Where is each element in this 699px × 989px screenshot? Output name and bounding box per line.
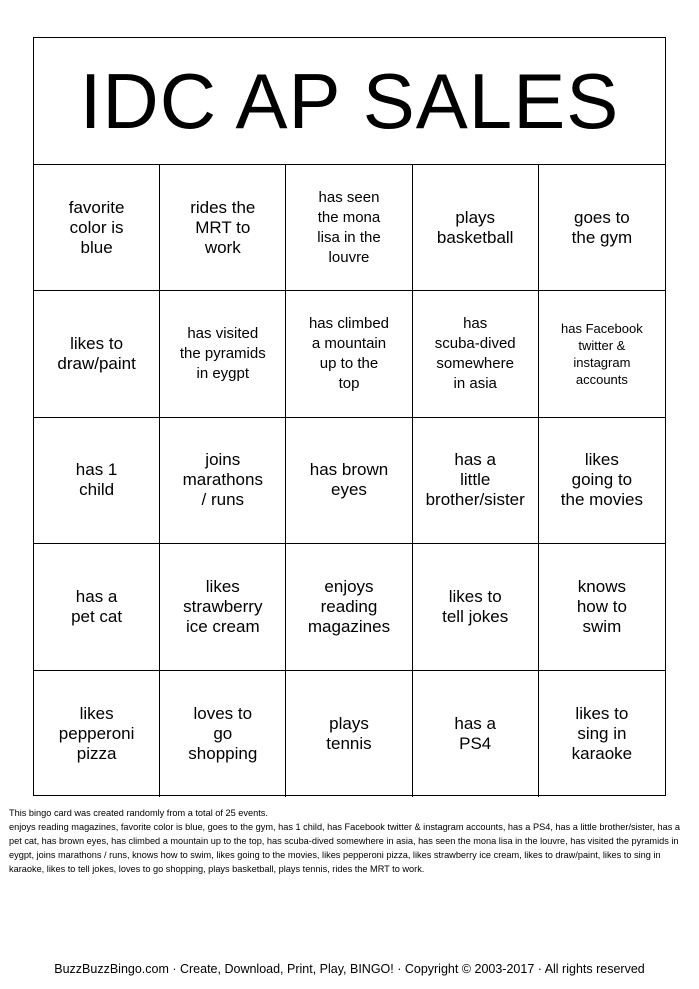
- info-intro: This bingo card was created randomly from a total of 25 events.: [9, 808, 268, 818]
- bingo-cell: [286, 671, 412, 797]
- bingo-cell: [413, 671, 539, 797]
- bingo-cell-text: has Facebook twitter & instagram accounts: [561, 321, 643, 388]
- bingo-cell-text: plays basketball: [436, 207, 514, 247]
- bingo-cell-text: has a little brother/sister: [425, 450, 525, 510]
- bingo-cell: [413, 544, 539, 670]
- bingo-cell: [286, 165, 412, 291]
- bingo-cell: [160, 165, 286, 291]
- bingo-cell-text: rides the MRT to work: [190, 197, 256, 257]
- bingo-cell: [160, 291, 286, 417]
- bingo-cell: [286, 418, 412, 544]
- bingo-cell-text: has 1 child: [75, 460, 118, 500]
- bingo-cell: [413, 418, 539, 544]
- bingo-cell-text: has scuba-dived somewhere in asia: [434, 315, 516, 393]
- bingo-cell-text: goes to the gym: [571, 207, 633, 247]
- bingo-cell-text: has a pet cat: [71, 586, 123, 626]
- bingo-cell: [539, 418, 665, 544]
- bingo-cell: [160, 544, 286, 670]
- bingo-card: [33, 37, 666, 796]
- bingo-cell-text: loves to go shopping: [188, 703, 258, 763]
- bingo-cell-text: likes going to the movies: [560, 450, 643, 510]
- bingo-cell-text: has seen the mona lisa in the louvre: [317, 188, 381, 266]
- bingo-cell: [413, 291, 539, 417]
- bingo-cell-text: plays tennis: [326, 713, 372, 753]
- bingo-cell-text: likes to sing in karaoke: [571, 703, 633, 763]
- footer-text: BuzzBuzzBingo.com · Create, Download, Print, Play, BINGO! · Copyright © 2003-2017 · All rights reserved: [54, 962, 645, 976]
- bingo-cell: [160, 418, 286, 544]
- bingo-cell: [539, 671, 665, 797]
- bingo-cell: [34, 418, 160, 544]
- bingo-cell: [539, 165, 665, 291]
- bingo-cell: [539, 291, 665, 417]
- bingo-cell: [34, 165, 160, 291]
- bingo-cell-text: joins marathons / runs: [182, 450, 263, 510]
- bingo-cell-text: has climbed a mountain up to the top: [308, 315, 390, 393]
- bingo-cell: [286, 291, 412, 417]
- bingo-cell-text: likes strawberry ice cream: [183, 576, 263, 636]
- bingo-cell-text: favorite color is blue: [68, 197, 125, 257]
- bingo-cell: [160, 671, 286, 797]
- bingo-cell: [34, 671, 160, 797]
- bingo-cell: [539, 544, 665, 670]
- bingo-grid: [34, 165, 665, 797]
- bingo-cell: [413, 165, 539, 291]
- bingo-cell-text: has visited the pyramids in eygpt: [179, 325, 266, 383]
- card-title: IDC AP SALES: [34, 38, 665, 165]
- bingo-cell-text: has a PS4: [454, 713, 496, 753]
- bingo-cell-text: likes pepperoni pizza: [58, 703, 135, 763]
- bingo-cell: [34, 544, 160, 670]
- bingo-cell: [286, 544, 412, 670]
- bingo-cell-text: has brown eyes: [309, 460, 389, 500]
- bingo-cell-text: enjoys reading magazines: [307, 576, 391, 636]
- bingo-cell-text: likes to tell jokes: [442, 586, 509, 626]
- card-info: [9, 806, 691, 876]
- bingo-cell-text: knows how to swim: [576, 576, 627, 636]
- info-events: enjoys reading magazines, favorite color is blue, goes to the gym, has 1 child, has Facebook twitter & instagram accounts, has a PS4, has a little brother/sister, has a pet cat, has brown eyes, has climbed a mountain up to the top, has scuba-dived somewhere in asia, has seen the mona lisa in the louvre, has visited the pyramids in eygpt, joins marathons / runs, knows how to swim, likes going to the movies, likes pepperoni pizza, likes strawberry ice cream, likes to draw/paint, likes to sing in karaoke, likes to tell jokes, loves to go shopping, plays basketball, plays tennis, rides the MRT to work.: [9, 822, 681, 874]
- bingo-cell: [34, 291, 160, 417]
- bingo-cell-text: likes to draw/paint: [57, 334, 136, 374]
